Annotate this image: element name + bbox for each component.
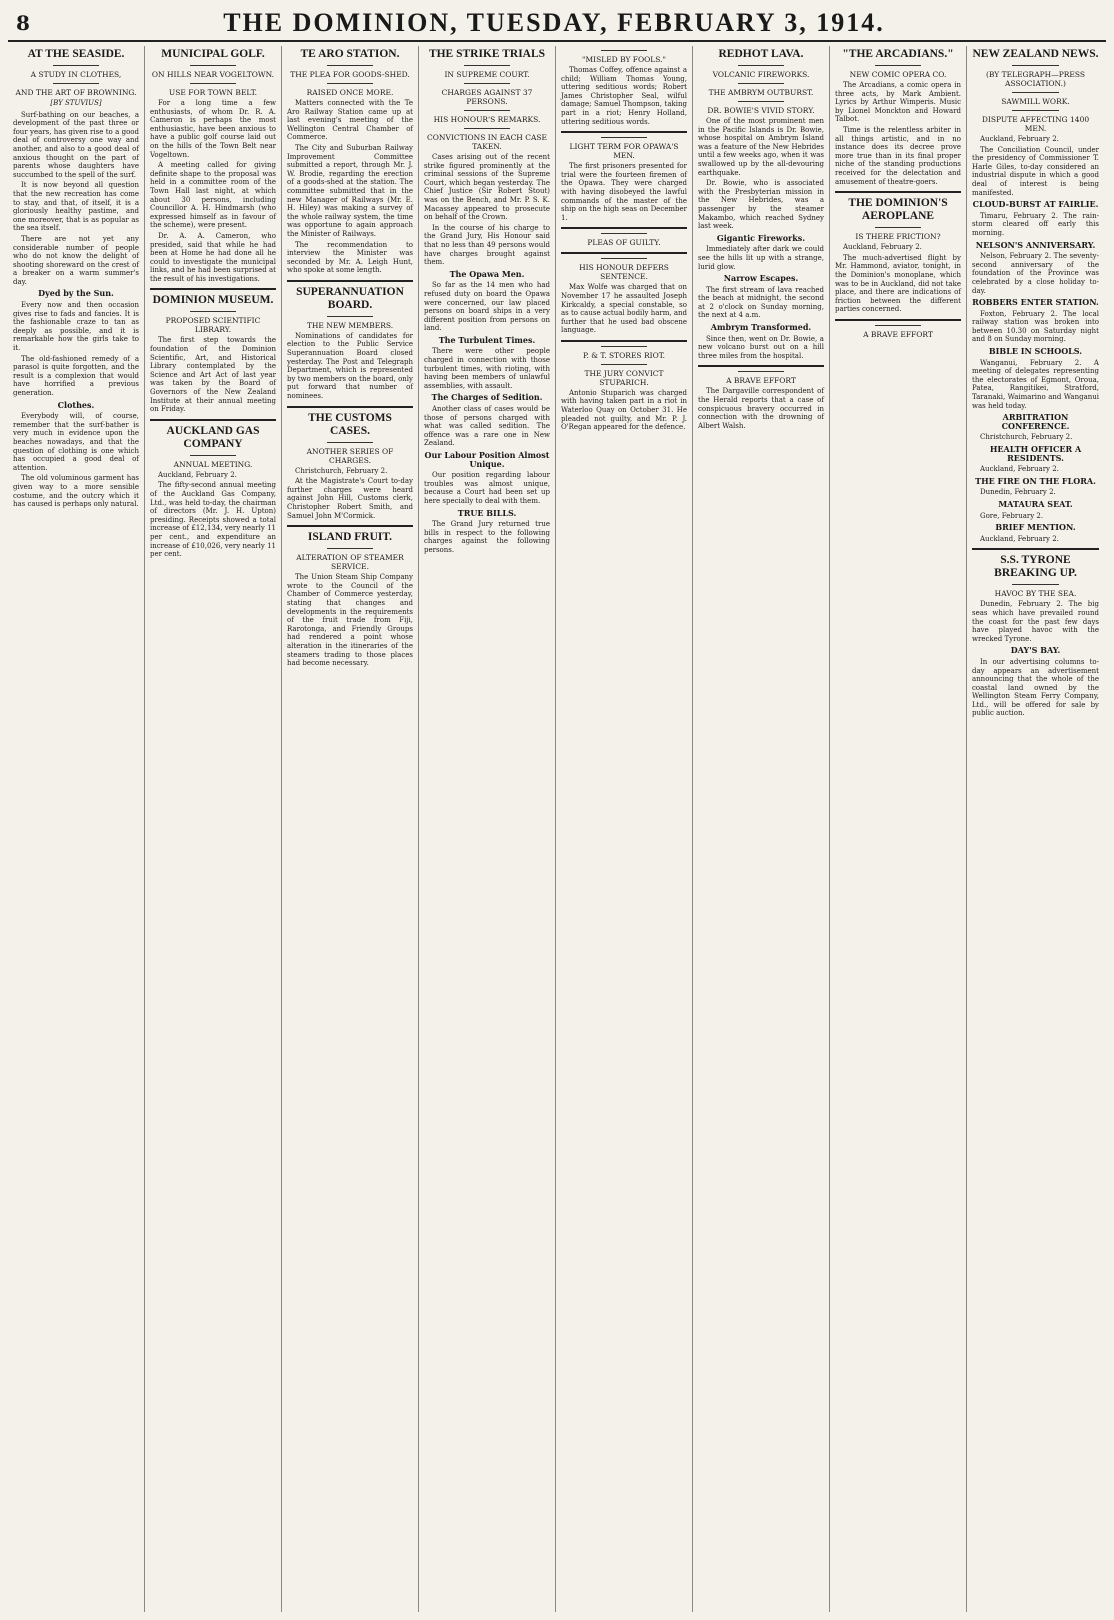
article-paragraph: There are not yet any considerable number of people who do not know the delight of shooting shoreward on the crest of a breaker on a warm summer's day.: [13, 234, 139, 286]
article-paragraph: In the course of his charge to the Grand Jury, His Honour said that no less than 49 persons would have charges brought against them.: [424, 223, 550, 267]
article-subhead: DISPUTE AFFECTING 1400 MEN.: [981, 115, 1090, 133]
article: [424, 393, 550, 448]
article: [424, 509, 550, 555]
divider-rule: [1012, 92, 1059, 93]
article-paragraph: At the Magistrate's Court to-day further charges were heard against John Hill, Customs clerk, Christopher Robert Smith, and Samuel John M'Cormick.: [287, 477, 413, 520]
article-headline: AT THE SEASIDE.: [27, 48, 125, 60]
article-subhead: IN SUPREME COURT.: [444, 70, 530, 79]
column-5: [556, 46, 693, 1612]
article-paragraph: Thomas Coffey, offence against a child; William Thomas Young, uttering seditious words; Robert James Christopher Seal, wilful damage; Samuel Thompson, taking part in a riot; Henry Holland, uttering seditious words.: [561, 66, 687, 126]
article-paragraph: Dunedin, February 2. The big seas which have prevailed round the coast for the past few days have played havoc with the wrecked Tyrone.: [972, 600, 1099, 643]
article: [972, 200, 1099, 237]
article: [698, 323, 824, 360]
article: [287, 280, 413, 401]
article: [561, 50, 687, 126]
article-subhead: PROPOSED SCIENTIFIC LIBRARY.: [165, 316, 261, 335]
article: [835, 319, 961, 339]
article-headline: THE DOMINION'S AEROPLANE: [848, 197, 948, 223]
article-paragraph: Dunedin, February 2.: [980, 488, 1056, 497]
article-paragraph: The much-advertised flight by Mr. Hammond, aviator, tonight, in the Dominion's monoplane, which was to be in Auckland, did not take place, and there are indications of friction between the different parties concerned.: [835, 253, 961, 314]
divider-rule: [601, 50, 647, 51]
divider-rule: [561, 227, 687, 229]
divider-rule: [601, 346, 647, 347]
article: [972, 347, 1099, 410]
article: [972, 646, 1099, 718]
article-paragraph: Since then, went on Dr. Bowie, a new volcano burst out on a hill three miles from the hospital.: [698, 334, 824, 360]
article-paragraph: Everybody will, of course, remember that the surf-bather is very much in evidence upon the beaches nowadays, and that the question of clothing is one which has occupied a good deal of attention.: [13, 412, 139, 472]
article-headline: ISLAND FRUIT.: [307, 531, 393, 544]
column-7: [830, 46, 967, 1612]
article-subhead: ANOTHER SERIES OF CHARGES.: [306, 446, 394, 465]
article-paragraph: The first stream of lava reached the beach at midnight, the second at 2 o'clock on Sunday morning, the next at 4 a.m.: [698, 285, 824, 320]
divider-rule: [190, 311, 236, 312]
article: [13, 48, 139, 286]
divider-rule: [1012, 65, 1059, 66]
article-paragraph: Gore, February 2.: [980, 511, 1044, 520]
article-subhead: ON HILLS NEAR VOGELTOWN.: [151, 70, 275, 79]
divider-rule: [190, 65, 236, 66]
divider-rule: [287, 280, 413, 282]
article-subhead: (BY TELEGRAPH—PRESS ASSOCIATION.): [985, 70, 1086, 88]
article-subhead: VOLCANIC FIREWORKS.: [712, 70, 810, 79]
page-number: 8: [16, 11, 30, 35]
article-paragraph: The fifty-second annual meeting of the Auckland Gas Company, Ltd., was held to-day, the chairman of directors (Mr. J. H. Upton) presiding. Receipts showed a total increase of £12,134, very nearly 11 per cent., and expenditure an increase of £10,026, very nearly 11 per cent.: [150, 481, 276, 559]
divider-rule: [464, 65, 510, 66]
article-headline: THE CUSTOMS CASES.: [308, 411, 392, 437]
article-headline: DOMINION MUSEUM.: [152, 294, 274, 307]
section-heading: BIBLE IN SCHOOLS.: [988, 346, 1083, 357]
divider-rule: [190, 83, 236, 84]
divider-rule: [53, 65, 99, 66]
section-heading: Gigantic Fireworks.: [716, 232, 806, 243]
divider-rule: [287, 406, 413, 408]
article: [972, 445, 1099, 474]
article-subhead: CHARGES AGAINST 37 PERSONS.: [441, 88, 533, 106]
article-paragraph: The first step towards the foundation of the Dominion Scientific, Art, and Historical Library contemplated by the Science and Art Act of last year was taken by the Board of Governors of the New Zealand Institute at their annual meeting on Friday.: [150, 336, 276, 414]
article: [698, 365, 824, 430]
article-subhead: "MISLED BY FOOLS.": [582, 55, 666, 64]
column-3: [282, 46, 419, 1612]
article-paragraph: The old voluminous garment has given way to a more sensible costume, and the outcry which it has caused is perhaps only natural.: [13, 474, 139, 509]
article-paragraph: The Union Steam Ship Company wrote to the Council of the Chamber of Commerce yesterday, stating that changes and developments in the requirements of the fruit trade from Fiji, Rarotonga, and Friendly Groups had rendered a point whose alteration in the itineraries of the steamers trading to those places had become necessary.: [287, 573, 413, 668]
divider-rule: [875, 227, 921, 228]
article-subhead: THE JURY CONVICT STUPARICH.: [584, 368, 664, 387]
article-paragraph: The City and Suburban Railway Improvement Committee submitted a report, through Mr. J. W. Brodie, regarding the erection of a goods-shed at the station. The committee submitted that in the new Manager of Railways (Mr. E. H. Hiley) was making a survey of the whole railway system, the time was opportune to again approach the Minister of Railways.: [287, 143, 413, 238]
article: [287, 525, 413, 668]
article-headline: SUPERANNUATION BOARD.: [296, 285, 404, 311]
section-heading: MATAURA SEAT.: [998, 498, 1073, 509]
article-paragraph: Nelson, February 2. The seventy-second anniversary of the foundation of the Province was celebrated by a close holiday to-day.: [972, 252, 1099, 295]
masthead: [8, 6, 1106, 42]
article: [698, 48, 824, 231]
article-paragraph: Surf-bathing on our beaches, a development of the past three or four years, has given rise to a good deal of controversy one way and another, and also to a good deal of anxious thought on the part of parents whose daughters have succumbed to the spell of the surf.: [13, 110, 139, 179]
article: [972, 477, 1099, 497]
article-subhead: THE NEW MEMBERS.: [306, 320, 394, 330]
section-heading: ARBITRATION CONFERENCE.: [1001, 412, 1070, 431]
article-subhead: AND THE ART OF BROWNING.: [15, 88, 137, 97]
divider-rule: [738, 65, 784, 66]
article: [424, 336, 550, 391]
divider-rule: [150, 288, 276, 290]
divider-rule: [738, 371, 784, 372]
divider-rule: [972, 548, 1099, 550]
divider-rule: [738, 101, 784, 102]
article: [424, 270, 550, 333]
article-subhead: IS THERE FRICTION?: [855, 232, 941, 242]
article-headline: AUCKLAND GAS COMPANY: [166, 424, 260, 450]
divider-rule: [464, 110, 510, 111]
article-paragraph: The Conciliation Council, under the presidency of Commissioner T. Harle Giles, to-day considered an industrial dispute in which a good deal of interest is being manifested.: [972, 145, 1099, 197]
column-8: [967, 46, 1104, 1612]
article: [835, 48, 961, 186]
section-heading: THE FIRE ON THE FLORA.: [975, 475, 1096, 486]
divider-rule: [327, 442, 373, 443]
article-subhead: HAVOC BY THE SEA.: [994, 589, 1077, 599]
column-4: [419, 46, 556, 1612]
article-paragraph: The Arcadians, a comic opera in three acts, by Mark Ambient. Lyrics by Arthur Wimperis. Music by Lionel Monckton and Howard Talbot.: [835, 81, 961, 124]
article-paragraph: The Dargaville correspondent of the Herald reports that a case of conspicuous bravery occurred in connection with the drowning of Albert Walsh.: [698, 387, 824, 430]
article-subhead: CONVICTIONS IN EACH CASE TAKEN.: [427, 133, 547, 151]
article-paragraph: Wanganui, February 2. A meeting of delegates representing the electorates of Egmont, Oroua, Patea, Rangitikei, Stratford, Taranaki, Waimarino and Wanganui was held today.: [972, 358, 1099, 410]
section-heading: Dyed by the Sun.: [38, 288, 114, 299]
article: [972, 500, 1099, 520]
section-heading: The Turbulent Times.: [438, 334, 536, 345]
article: [150, 48, 276, 283]
divider-rule: [327, 316, 373, 317]
divider-rule: [835, 191, 961, 193]
article: [287, 406, 413, 521]
article-headline: MUNICIPAL GOLF.: [161, 48, 265, 60]
article-paragraph: The recommendation to interview the Minister was seconded by Mr. A. Leigh Hunt, who spoke at some length.: [287, 240, 413, 275]
article-paragraph: Dr. A. A. Cameron, who presided, said that while he had been at Home he had done all he could to investigate the municipal links, and he had been surprised at the result of his investigations.: [150, 231, 276, 283]
divider-rule: [287, 525, 413, 527]
article: [424, 451, 550, 506]
divider-rule: [601, 233, 647, 234]
article: [972, 48, 1099, 197]
section-heading: TRUE BILLS.: [457, 507, 517, 518]
article-subhead: DR. BOWIE'S VIVID STORY.: [707, 106, 815, 115]
article-paragraph: The old-fashioned remedy of a parasol is quite forgotten, and the result is a complexion that would have horrified a previous generation.: [13, 354, 139, 397]
article-subhead: HIS HONOUR DEFERS SENTENCE.: [579, 263, 669, 282]
article-subhead: HIS HONOUR'S REMARKS.: [433, 115, 541, 124]
divider-rule: [835, 319, 961, 321]
divider-rule: [190, 455, 236, 456]
section-heading: BRIEF MENTION.: [995, 522, 1076, 533]
article-subhead: A BRAVE EFFORT: [726, 376, 796, 386]
article: [150, 288, 276, 413]
article-paragraph: Foxton, February 2. The local railway station was broken into between 10.30 on Saturday night and 8 on Sunday morning.: [972, 309, 1099, 344]
article-paragraph: Dr. Bowie, who is associated with the Presbyterian mission in the New Hebrides, was a passenger by the steamer Makambo, which reached Sydney last week.: [698, 179, 824, 231]
article: [972, 298, 1099, 344]
divider-rule: [698, 365, 824, 367]
article: [972, 523, 1099, 543]
article-subhead: NEW COMIC OPERA CO.: [849, 70, 947, 79]
article-subhead: THE PLEA FOR GOODS-SHED.: [290, 70, 410, 79]
article-paragraph: Auckland, February 2.: [980, 534, 1059, 543]
article: [835, 191, 961, 314]
article-headline: THE STRIKE TRIALS: [428, 48, 546, 60]
article: [972, 548, 1099, 643]
divider-rule: [875, 65, 921, 66]
divider-rule: [601, 137, 647, 138]
article-headline: "THE ARCADIANS.": [842, 48, 954, 60]
article-subhead: PLEAS OF GUILTY.: [587, 238, 661, 248]
article-paragraph: Auckland, February 2.: [843, 243, 922, 252]
article: [561, 340, 687, 432]
section-heading: CLOUD-BURST AT FAIRLIE.: [972, 199, 1099, 210]
section-heading: The Opawa Men.: [449, 268, 525, 279]
article-paragraph: For a long time a few enthusiasts, of whom Dr. R. A. Cameron is perhaps the most enthusiastic, have been anxious to have a public golf course laid out on the hills of the Town Belt near Vogeltown.: [150, 99, 276, 159]
article: [424, 48, 550, 267]
section-heading: DAY'S BAY.: [1010, 645, 1061, 656]
divider-rule: [738, 83, 784, 84]
article-subhead: RAISED ONCE MORE.: [306, 88, 394, 97]
article: [972, 241, 1099, 296]
article-subhead: P. & T. STORES RIOT.: [583, 350, 665, 360]
column-6: [693, 46, 830, 1612]
divider-rule: [53, 83, 99, 84]
article: [287, 48, 413, 275]
article-paragraph: Immediately after dark we could see the hills lit up with a strange, lurid glow.: [698, 245, 824, 271]
article-paragraph: It is now beyond all question that the new recreation has come to stay, and that, of itself, it is a gloriously healthy pastime, and one moreover, that is as popular as the sea itself.: [13, 181, 139, 233]
article: [698, 234, 824, 271]
article-paragraph: Time is the relentless arbiter in all things artistic, and in no instance does its decree prove more true than in its final proper niche of the standing productions received for the delectation and amusement of theatre-goers.: [835, 125, 961, 186]
column-1: [8, 46, 145, 1612]
article-paragraph: Another class of cases would be those of persons charged with what was called sedition. The offence was a rare one in New Zealand.: [424, 405, 550, 448]
section-heading: NELSON'S ANNIVERSARY.: [975, 239, 1096, 250]
article: [561, 131, 687, 222]
article-subhead: SAWMILL WORK.: [1001, 97, 1070, 106]
article: [13, 401, 139, 509]
article-subhead: THE AMBRYM OUTBURST.: [708, 88, 814, 97]
article-paragraph: Matters connected with the Te Aro Railway Station came up at last evening's meeting of the Wellington Central Chamber of Commerce.: [287, 99, 413, 142]
divider-rule: [601, 364, 647, 365]
article-headline: REDHOT LAVA.: [718, 48, 804, 60]
article: [561, 252, 687, 335]
article-paragraph: So far as the 14 men who had refused duty on board the Opawa were concerned, our law placed persons on board ships in a very different position from persons on land.: [424, 281, 550, 333]
article-subhead: USE FOR TOWN BELT.: [168, 88, 258, 97]
article-subhead: A STUDY IN CLOTHES,: [30, 70, 122, 79]
section-heading: Narrow Escapes.: [723, 273, 799, 284]
article-subhead: ALTERATION OF STEAMER SERVICE.: [296, 553, 404, 572]
article-paragraph: Christchurch, February 2.: [295, 466, 388, 475]
article-paragraph: Auckland, February 2.: [980, 135, 1059, 143]
divider-rule: [327, 83, 373, 84]
article-paragraph: The first prisoners presented for trial were the fourteen firemen of the Opawa. They were charged with having disobeyed the lawful commands of the master of the ship on the high seas on December 1.: [561, 162, 687, 222]
article-paragraph: In our advertising columns to-day appears an advertisement announcing that the whole of the coastal land owned by the Wellington Steam Ferry Company, Ltd., will be offered for sale by public auction.: [972, 657, 1099, 718]
article-paragraph: A meeting called for giving definite shape to the proposal was held in a committee room of the Town Hall last night, at which about 30 persons, including Councillor A. H. Hindmarsh (who expressed himself as in favour of the scheme), were present.: [150, 161, 276, 230]
section-heading: Clothes.: [57, 399, 95, 410]
article-subhead: ANNUAL MEETING.: [173, 459, 253, 469]
article-byline: [BY STUVIUS]: [50, 99, 102, 107]
divider-rule: [601, 258, 647, 259]
article-headline: NEW ZEALAND NEWS.: [972, 48, 1099, 60]
divider-rule: [327, 548, 373, 549]
divider-rule: [150, 419, 276, 421]
section-heading: Our Labour Position Almost Unique.: [424, 450, 550, 469]
section-heading: Ambrym Transformed.: [710, 322, 812, 333]
article-paragraph: There were other people charged in connection with those turbulent times, with rioting, with having been members of unlawful assemblies, with assault.: [424, 347, 550, 390]
article-paragraph: Max Wolfe was charged that on November 17 he assaulted Joseph Kirkcaldy, a special constable, so as to cause actual bodily harm, and further that he used bad obscene language.: [561, 283, 687, 335]
divider-rule: [875, 325, 921, 326]
article-headline: TE ARO STATION.: [300, 48, 400, 60]
article: [13, 289, 139, 397]
newspaper-title: THE DOMINION, TUESDAY, FEBRUARY 3, 1914.: [223, 8, 885, 37]
divider-rule: [1012, 584, 1059, 585]
article-subhead: LIGHT TERM FOR OPAWA'S MEN.: [569, 142, 679, 161]
article: [972, 413, 1099, 442]
article-paragraph: Christchurch, February 2.: [980, 433, 1073, 442]
article-paragraph: One of the most prominent men in the Pacific Islands is Dr. Bowie, whose hospital on Ambrym Island was a feature of the New Hebrides until a few weeks ago, when it was swallowed up by the all-devouring earthquake.: [698, 117, 824, 177]
divider-rule: [464, 83, 510, 84]
article-paragraph: The Grand Jury returned true bills in respect to the following charges against the following persons.: [424, 520, 550, 554]
section-heading: ROBBERS ENTER STATION.: [972, 297, 1099, 308]
section-heading: HEALTH OFFICER A RESIDENTS.: [989, 444, 1082, 463]
article: [698, 274, 824, 320]
divider-rule: [561, 252, 687, 254]
section-heading: The Charges of Sedition.: [431, 392, 543, 403]
article-paragraph: Our position regarding labour troubles was almost unique, because a Court had been set up here specially to deal with them.: [424, 471, 550, 505]
divider-rule: [561, 131, 687, 133]
article-subhead: A BRAVE EFFORT: [863, 329, 933, 339]
article: [150, 419, 276, 559]
article-paragraph: Every now and then occasion gives rise to fads and fancies. It is the fashionable craze to tan as deeply as possible, and it is remarkable how the girls take to it.: [13, 301, 139, 353]
article-paragraph: Timaru, February 2. The rain-storm cleared off early this morning.: [972, 211, 1099, 237]
divider-rule: [561, 340, 687, 342]
article-paragraph: Auckland, February 2.: [980, 465, 1059, 474]
article: [561, 227, 687, 247]
divider-rule: [327, 65, 373, 66]
article-headline: S.S. TYRONE BREAKING UP.: [994, 554, 1077, 580]
article-paragraph: Auckland, February 2.: [158, 470, 237, 479]
column-2: [145, 46, 282, 1612]
columns: [8, 46, 1106, 1612]
divider-rule: [464, 128, 510, 129]
article-paragraph: Cases arising out of the recent strike figured prominently at the criminal sessions of the Supreme Court, which began yesterday. The Chief Justice (Sir Robert Stout) was on the Bench, and Mr. P. S. K. Macassey appeared to prosecute on behalf of the Crown.: [424, 153, 550, 222]
divider-rule: [1012, 110, 1059, 111]
article-paragraph: Nominations of candidates for election to the Public Service Superannuation Board closed yesterday. The Post and Telegraph Department, which is represented by two members on the board, only put forward that number of nominees.: [287, 331, 413, 401]
article-paragraph: Antonio Stuparich was charged with having taken part in a riot in Waterloo Quay on October 31. He pleaded not guilty, and Mr. P. J. O'Regan appeared for the defence.: [561, 388, 687, 432]
